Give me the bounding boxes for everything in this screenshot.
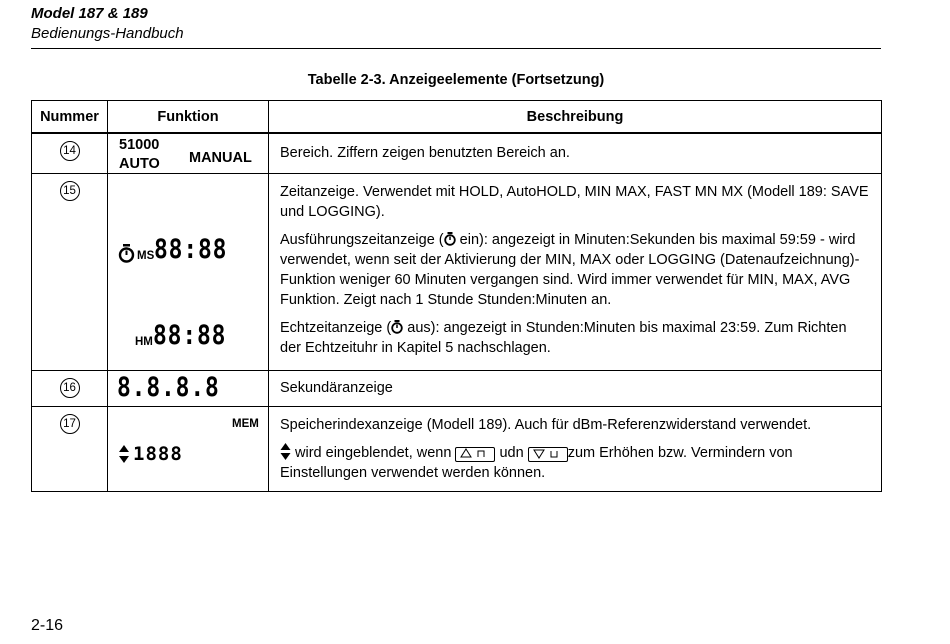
table-row: [32, 406, 882, 491]
row-number-cell: [32, 133, 108, 173]
down-key-icon: [528, 447, 568, 462]
ms-label: MS: [137, 249, 155, 262]
description-cell: [269, 406, 882, 491]
elapsed-time-display: [118, 233, 241, 265]
function-cell: [108, 173, 269, 370]
table-row: [32, 370, 882, 406]
description-text: Bereich. Ziffern zeigen benutzten Bereich an.: [280, 145, 570, 161]
display-elements-table: [31, 100, 882, 492]
ms-digits: 88:88: [154, 233, 228, 265]
description-text: wird eingeblendet, wenn: [291, 444, 456, 461]
description-cell: [269, 173, 882, 370]
column-header-number: Nummer: [32, 101, 108, 134]
description-cell: [269, 133, 882, 173]
manual-model-heading: Model 187 & 189: [31, 5, 148, 22]
function-cell: [108, 133, 269, 173]
circled-number: 14: [60, 141, 80, 161]
table-row: [32, 173, 882, 370]
column-header-function: Funktion: [108, 101, 269, 134]
function-cell: [108, 370, 269, 406]
circled-number: 17: [60, 414, 80, 434]
description-cell: [269, 370, 882, 406]
table-title: Tabelle 2-3. Anzeigeelemente (Fortsetzung): [307, 72, 605, 88]
row-number-cell: [32, 406, 108, 491]
description-paragraph: [280, 230, 871, 310]
row-number-cell: [32, 370, 108, 406]
description-text: Echtzeitanzeige (: [280, 319, 392, 336]
description-text: Speicherindexanzeige (Modell 189). Auch für dBm-Referenzwiderstand verwendet.: [280, 416, 812, 433]
description-text: zum Erhöhen bzw. Vermindern von Einstellungen verwendet werden können.: [280, 444, 793, 481]
manual-subtitle: Bedienungs-Handbuch: [31, 25, 184, 42]
column-header-description: Beschreibung: [269, 101, 882, 134]
secondary-digits: 8.8.8.8: [117, 371, 220, 403]
real-time-display: [135, 319, 239, 351]
description-paragraph: [280, 318, 871, 358]
memory-index-digits: 1888: [133, 442, 183, 465]
page-number: 2-16: [31, 617, 64, 634]
circled-number: 15: [60, 181, 80, 201]
row-number-cell: [32, 173, 108, 370]
mem-label: MEM: [232, 417, 259, 430]
hm-label: HM: [135, 335, 153, 348]
header-rule: [31, 48, 881, 49]
description-text: ein): angezeigt in Minuten:Sekunden bis maximal 59:59 - wird verwendet, wenn seit der Aktivierung der MIN, MAX oder LOGGING (Datenaufzeichnung)-Funktion weniger 60 Minuten vergangen sind. Wird immer verwendet für MIN, MAX, AVG Funktion. Zeigt nach 1 Stunde Stunden:Minuten an.: [280, 231, 860, 308]
table-row: [32, 133, 882, 173]
auto-label: AUTO: [119, 156, 160, 172]
description-text: Zeitanzeige. Verwendet mit HOLD, AutoHOLD, MIN MAX, FAST MN MX (Modell 189: SAVE und LOGGING).: [280, 183, 869, 220]
stopwatch-icon: [444, 232, 456, 246]
description-text: aus): angezeigt in Stunden:Minuten bis maximal 23:59. Zum Richten der Echtzeituhr in Kapitel 5 nachschlagen.: [280, 319, 847, 356]
description-text: Ausführungszeitanzeige (: [280, 231, 444, 248]
stopwatch-icon: [391, 320, 403, 334]
stopwatch-icon: [118, 244, 135, 263]
description-paragraph: [280, 443, 871, 483]
up-down-arrows-icon: [280, 443, 291, 460]
description-text: udn: [495, 444, 528, 461]
up-down-arrows-icon: [118, 444, 130, 464]
range-digits: 51000: [119, 137, 160, 153]
hm-digits: 88:88: [152, 319, 227, 351]
memory-index-display: [118, 443, 183, 465]
table-header-row: [32, 101, 882, 134]
function-cell: [108, 406, 269, 491]
description-text: Sekundäranzeige: [280, 379, 393, 396]
manual-label: MANUAL: [189, 150, 252, 166]
up-key-icon: [455, 447, 495, 462]
circled-number: 16: [60, 378, 80, 398]
